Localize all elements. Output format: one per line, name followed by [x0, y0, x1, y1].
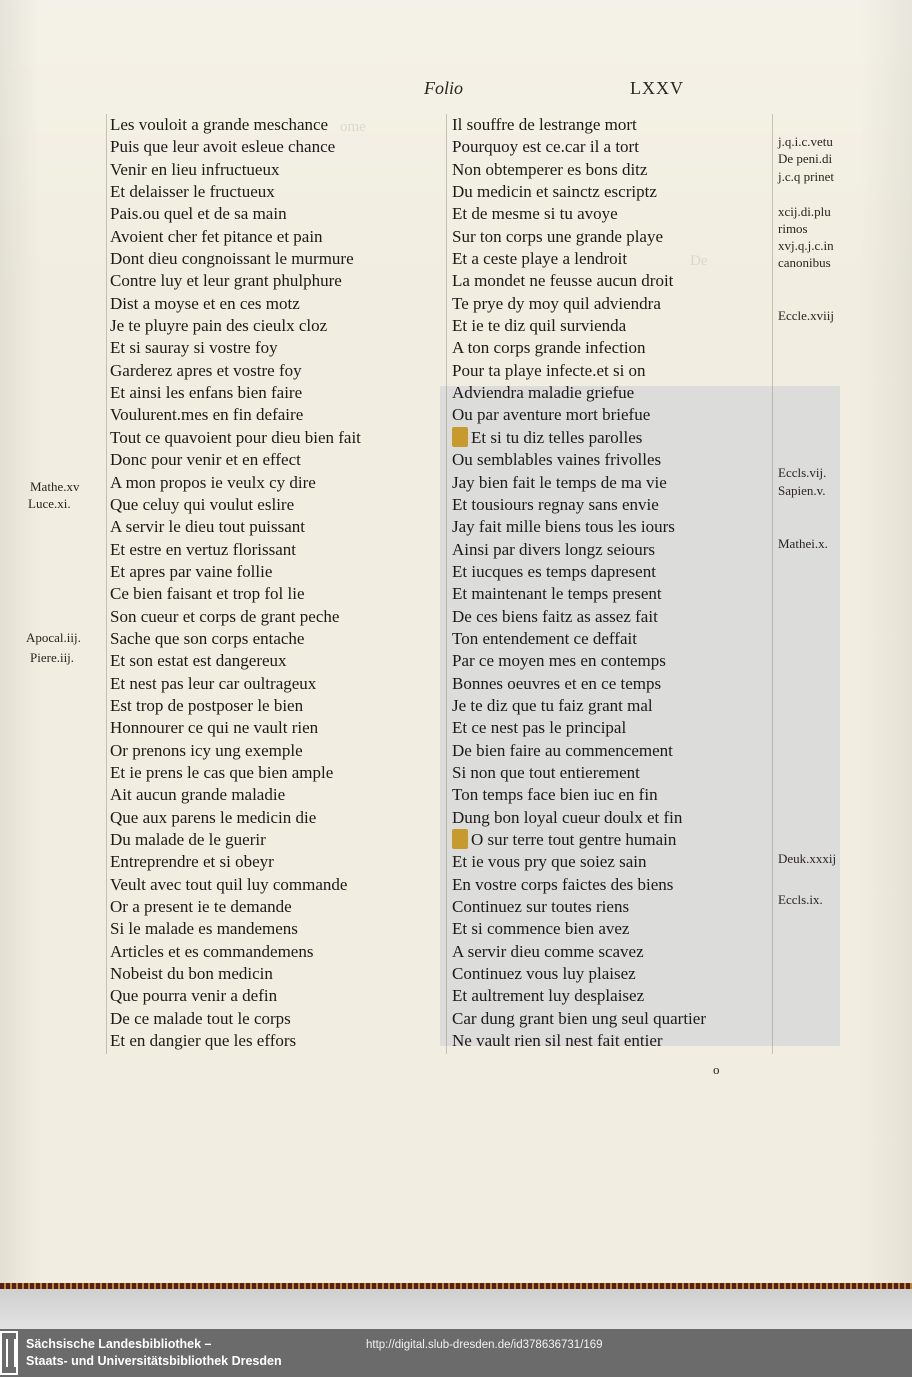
verse-line	[110, 673, 361, 695]
right-text-column	[452, 114, 706, 1052]
verse-text: Bonnes oeuvres et en ce temps	[452, 673, 662, 693]
verse-text: Et maintenant le temps present	[452, 584, 662, 604]
verse-text: Et son estat est dangereux	[110, 651, 287, 671]
verse-line	[110, 516, 361, 538]
verse-text: Continuez vous luy plaisez	[452, 964, 636, 984]
verse-text: Continuez sur toutes riens	[452, 897, 630, 917]
verse-line	[110, 941, 361, 963]
verse-line	[452, 673, 706, 695]
margin-note: Mathe.xv	[30, 479, 80, 494]
verse-text: Par ce moyen mes en contemps	[452, 651, 666, 671]
column-rule	[106, 114, 107, 1054]
bleed-through-text: De	[690, 253, 708, 269]
verse-text: Et iucques es temps dapresent	[452, 561, 656, 581]
bleed-through-text: ome	[340, 119, 366, 135]
margin-note: j.q.i.c.vetu	[778, 134, 833, 149]
verse-text: Et si commence bien avez	[452, 919, 630, 939]
verse-line	[452, 114, 706, 136]
verse-line	[452, 181, 706, 203]
verse-line	[452, 896, 706, 918]
verse-line	[452, 382, 706, 404]
verse-text: Pourquoy est ce.car il a tort	[452, 137, 639, 157]
verse-text: Et ie te diz quil survienda	[452, 316, 627, 336]
verse-text: Et estre en vertuz florissant	[110, 539, 296, 559]
verse-text: Que celuy qui voulut eslire	[110, 494, 295, 514]
verse-text: A servir le dieu tout puissant	[110, 517, 306, 537]
verse-text: Si non que tout entierement	[452, 762, 640, 782]
verse-line	[110, 561, 361, 583]
verse-text: Il souffre de lestrange mort	[452, 115, 637, 134]
verse-line	[110, 628, 361, 650]
verse-line	[110, 695, 361, 717]
verse-text: Or a present ie te demande	[110, 897, 292, 917]
verse-line	[110, 963, 361, 985]
verse-text: Articles et es commandemens	[110, 941, 314, 961]
verse-text: Jay bien fait le temps de ma vie	[452, 472, 667, 492]
margin-note: rimos	[778, 221, 808, 236]
verse-line	[452, 583, 706, 605]
verse-line	[452, 293, 706, 315]
verse-line	[110, 360, 361, 382]
margin-note: canonibus	[778, 255, 831, 270]
verse-text: Et aultrement luy desplaisez	[452, 986, 645, 1006]
verse-text: Sache que son corps entache	[110, 628, 305, 648]
verse-line	[452, 561, 706, 583]
verse-text: Ton entendement ce deffait	[452, 628, 637, 648]
margin-note: Apocal.iij.	[26, 630, 81, 645]
verse-text: Avoient cher fet pitance et pain	[110, 226, 323, 246]
library-footer	[0, 1329, 912, 1377]
verse-line	[110, 159, 361, 181]
verse-text: Et nest pas leur car oultrageux	[110, 673, 317, 693]
verse-text: Dung bon loyal cueur doulx et fin	[452, 807, 683, 827]
verse-line	[452, 851, 706, 873]
verse-text: Pais.ou quel et de sa main	[110, 204, 287, 224]
verse-line	[110, 472, 361, 494]
verse-line	[452, 337, 706, 359]
verse-text: Que pourra venir a defin	[110, 986, 278, 1006]
verse-text: Ne vault rien sil nest fait entier	[452, 1031, 663, 1051]
verse-text: Puis que leur avoit esleue chance	[110, 137, 336, 157]
verse-line	[452, 1030, 706, 1052]
verse-text: Jay fait mille biens tous les iours	[452, 517, 675, 537]
verse-line	[452, 248, 706, 270]
verse-text: Nobeist du bon medicin	[110, 964, 273, 984]
verse-text: Or prenons icy ung exemple	[110, 740, 303, 760]
verse-text: De ces biens faitz as assez fait	[452, 606, 658, 626]
verse-line	[452, 695, 706, 717]
verse-line	[110, 606, 361, 628]
verse-line	[110, 1030, 361, 1052]
verse-line	[110, 248, 361, 270]
verse-text: A mon propos ie veulx cy dire	[110, 472, 316, 492]
verse-line	[452, 650, 706, 672]
verse-line	[110, 203, 361, 225]
verse-text: Contre luy et leur grant phulphure	[110, 271, 342, 291]
verse-line	[110, 583, 361, 605]
folio-heading: Folio	[424, 78, 463, 98]
verse-line	[452, 1008, 706, 1030]
verse-line	[452, 918, 706, 940]
verse-text: Et de mesme si tu avoye	[452, 204, 618, 224]
verse-line	[452, 717, 706, 739]
verse-line	[452, 360, 706, 382]
verse-text: Si le malade es mandemens	[110, 919, 298, 939]
verse-line	[110, 404, 361, 426]
verse-text: Et apres par vaine follie	[110, 561, 273, 581]
verse-text: Dont dieu congnoissant le murmure	[110, 249, 354, 269]
verse-line	[452, 203, 706, 225]
verse-line	[110, 829, 361, 851]
verse-text: Que aux parens le medicin die	[110, 807, 317, 827]
verse-line	[110, 874, 361, 896]
verse-text: Et a ceste playe a lendroit	[452, 249, 628, 269]
margin-note: Eccle.xviij	[778, 308, 834, 323]
verse-line	[110, 1008, 361, 1030]
verse-text: Tout ce quavoient pour dieu bien fait	[110, 427, 361, 447]
library-name-line1: Sächsische Landesbibliothek –	[26, 1337, 212, 1351]
verse-line	[110, 181, 361, 203]
verse-text: De ce malade tout le corps	[110, 1008, 291, 1028]
verse-line	[452, 762, 706, 784]
verse-text: Voulurent.mes en fin defaire	[110, 405, 304, 425]
verse-text: Venir en lieu infructueux	[110, 159, 280, 179]
verse-line	[110, 136, 361, 158]
verse-line	[452, 740, 706, 762]
verse-text: Et delaisser le fructueux	[110, 182, 275, 202]
verse-line	[110, 226, 361, 248]
margin-note: Eccls.ix.	[778, 892, 823, 907]
margin-note: xcij.di.plu	[778, 204, 831, 219]
column-rule	[772, 114, 773, 1054]
verse-line	[110, 315, 361, 337]
verse-line	[110, 918, 361, 940]
verse-text: Et si tu diz telles parolles	[471, 427, 643, 447]
margin-note: j.c.q prinet	[778, 169, 834, 184]
verse-line	[452, 159, 706, 181]
verse-text: Ton temps face bien iuc en fin	[452, 785, 658, 805]
verse-text: Et ce nest pas le principal	[452, 718, 627, 738]
verse-line	[110, 382, 361, 404]
margin-note: Sapien.v.	[778, 483, 826, 498]
verse-text: Donc pour venir et en effect	[110, 450, 301, 470]
margin-note: Luce.xi.	[28, 496, 71, 511]
verse-text: Garderez apres et vostre foy	[110, 360, 302, 380]
verse-line	[452, 404, 706, 426]
verse-line	[110, 293, 361, 315]
verse-text: Son cueur et corps de grant peche	[110, 606, 340, 626]
verse-text: Ait aucun grande maladie	[110, 785, 286, 805]
verse-line	[110, 762, 361, 784]
verse-text: Non obtemperer es bons ditz	[452, 159, 648, 179]
verse-line	[452, 628, 706, 650]
margin-note: De peni.di	[778, 151, 833, 166]
verse-text: Veult avec tout quil luy commande	[110, 874, 348, 894]
verse-text: En vostre corps faictes des biens	[452, 874, 674, 894]
verse-line	[110, 539, 361, 561]
verse-text: Te prye dy moy quil adviendra	[452, 293, 661, 313]
verse-line	[110, 427, 361, 449]
leaf-number: LXXV	[630, 78, 684, 98]
verse-text: Entreprendre et si obeyr	[110, 852, 274, 872]
verse-line	[110, 740, 361, 762]
margin-note: Eccls.vij.	[778, 465, 827, 480]
verse-line	[452, 516, 706, 538]
verse-text: Et si sauray si vostre foy	[110, 338, 278, 358]
verse-line	[452, 941, 706, 963]
verse-line	[452, 829, 706, 851]
verse-text: A ton corps grande infection	[452, 338, 646, 358]
verse-text: Dist a moyse et en ces motz	[110, 293, 300, 313]
verse-line	[452, 226, 706, 248]
verse-line	[452, 606, 706, 628]
column-rule	[446, 114, 447, 1054]
verse-text: Et tousiours regnay sans envie	[452, 494, 659, 514]
verse-text: Et ie prens le cas que bien ample	[110, 762, 334, 782]
verse-line	[452, 985, 706, 1007]
verse-text: Et en dangier que les effors	[110, 1031, 297, 1051]
verse-line	[452, 427, 706, 449]
library-logo-icon	[0, 1331, 18, 1375]
verse-text: Sur ton corps une grande playe	[452, 226, 664, 246]
verse-text: Ou par aventure mort briefue	[452, 405, 651, 425]
margin-note: Mathei.x.	[778, 536, 828, 551]
verse-line	[110, 717, 361, 739]
margin-note: Piere.iij.	[30, 650, 75, 665]
library-name-line2: Staats- und Universitätsbibliothek Dresden	[26, 1354, 282, 1368]
signature-mark: o	[713, 1062, 720, 1077]
verse-line	[452, 539, 706, 561]
verse-text: A servir dieu comme scavez	[452, 941, 644, 961]
illuminated-initial	[452, 427, 468, 447]
verse-line	[110, 896, 361, 918]
verse-text: Je te diz que tu faiz grant mal	[452, 695, 653, 715]
book-edge-strip	[0, 1289, 912, 1329]
verse-text: Honnourer ce qui ne vault rien	[110, 718, 319, 738]
verse-text: Adviendra maladie griefue	[452, 383, 635, 403]
margin-note: xvj.q.j.c.in	[778, 238, 834, 253]
verse-text: Du medicin et sainctz escriptz	[452, 182, 657, 202]
verse-line	[452, 784, 706, 806]
verse-line	[110, 650, 361, 672]
verse-text: Et ie vous pry que soiez sain	[452, 852, 647, 872]
verse-line	[452, 472, 706, 494]
verse-line	[452, 270, 706, 292]
left-text-column	[110, 114, 361, 1052]
verse-line	[110, 114, 361, 136]
verse-text: Et ainsi les enfans bien faire	[110, 383, 303, 403]
verse-line	[110, 494, 361, 516]
verse-text: Est trop de postposer le bien	[110, 695, 304, 715]
verse-line	[110, 851, 361, 873]
verse-text: Les vouloit a grande meschance	[110, 115, 329, 134]
verse-line	[110, 270, 361, 292]
verse-line	[110, 337, 361, 359]
verse-line	[452, 874, 706, 896]
verse-text: Je te pluyre pain des cieulx cloz	[110, 316, 328, 336]
verse-text: Ainsi par divers longz seiours	[452, 539, 656, 559]
verse-line	[452, 449, 706, 471]
verse-text: Ou semblables vaines frivolles	[452, 450, 662, 470]
verse-text: Pour ta playe infecte.et si on	[452, 360, 646, 380]
verse-line	[110, 985, 361, 1007]
verse-line	[110, 807, 361, 829]
verse-line	[452, 494, 706, 516]
verse-line	[110, 784, 361, 806]
verse-line	[110, 449, 361, 471]
verse-line	[452, 136, 706, 158]
verse-text: Ce bien faisant et trop fol lie	[110, 584, 305, 604]
verse-text: Car dung grant bien ung seul quartier	[452, 1008, 706, 1028]
verse-line	[452, 315, 706, 337]
verse-line	[452, 963, 706, 985]
verse-text: O sur terre tout gentre humain	[471, 830, 677, 849]
permalink-url[interactable]: http://digital.slub-dresden.de/id378636731/169	[366, 1339, 603, 1351]
verse-text: Du malade de le guerir	[110, 830, 266, 849]
verse-line	[452, 807, 706, 829]
illuminated-initial	[452, 829, 468, 849]
margin-note: Deuk.xxxij	[778, 851, 837, 866]
verse-text: La mondet ne feusse aucun droit	[452, 271, 674, 291]
verse-text: De bien faire au commencement	[452, 740, 673, 760]
